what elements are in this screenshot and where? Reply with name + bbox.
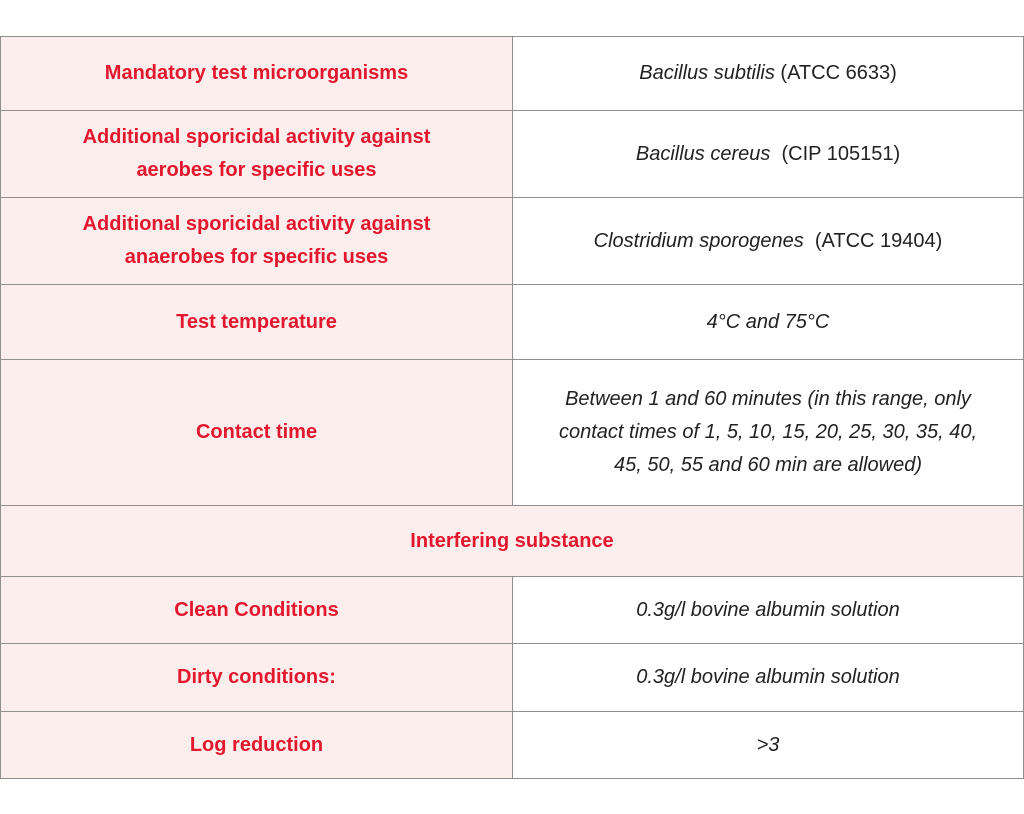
strain-code: (ATCC 6633) (774, 62, 897, 84)
temperature-value: 4°C and 75°C (706, 310, 830, 333)
table-row (1, 360, 1024, 506)
table-row (1, 285, 1024, 360)
organism-name: Bacillus cereus (635, 142, 771, 165)
table-row (1, 506, 1024, 577)
organism-name: Bacillus subtilis (639, 62, 775, 84)
row-label-clean-conditions: Clean Conditions (1, 577, 513, 644)
row-value-anaerobes (513, 198, 1024, 285)
label-line: Additional sporicidal activity against (82, 126, 431, 148)
contact-time-line: Between 1 and 60 minutes (in this range, only (565, 388, 971, 410)
label-line: Additional sporicidal activity against (82, 213, 431, 235)
row-label-test-temperature: Test temperature (1, 285, 513, 360)
contact-time-line: contact times of 1, 5, 10, 15, 20, 25, 30, 35, 40, (558, 421, 978, 443)
row-value-mandatory-microorganisms (513, 37, 1024, 111)
row-label-dirty-conditions: Dirty conditions: (1, 644, 513, 712)
row-value-clean-conditions (513, 577, 1024, 644)
specification-table (0, 36, 1024, 779)
strain-code: (ATCC 19404) (803, 229, 943, 252)
table-row (1, 198, 1024, 285)
table-row (1, 712, 1024, 779)
row-label-log-reduction: Log reduction (1, 712, 513, 779)
row-value-test-temperature (513, 285, 1024, 360)
row-label-anaerobes (1, 198, 513, 285)
label-line: anaerobes for specific uses (124, 246, 389, 268)
section-header-interfering-substance: Interfering substance (1, 506, 1024, 577)
contact-time-line: 45, 50, 55 and 60 min are allowed) (614, 454, 922, 476)
row-value-contact-time (513, 360, 1024, 506)
row-value-dirty-conditions (513, 644, 1024, 712)
table-row (1, 577, 1024, 644)
label-line: aerobes for specific uses (136, 159, 377, 181)
row-label-contact-time: Contact time (1, 360, 513, 506)
table-row (1, 111, 1024, 198)
albumin-value: 0.3g/l bovine albumin solution (636, 666, 900, 688)
log-reduction-value: >3 (756, 733, 780, 756)
strain-code: (CIP 105151) (770, 142, 901, 165)
table-row (1, 37, 1024, 111)
organism-name: Clostridium sporogenes (593, 229, 804, 252)
row-label-aerobes (1, 111, 513, 198)
albumin-value: 0.3g/l bovine albumin solution (636, 598, 900, 621)
row-value-log-reduction (513, 712, 1024, 779)
row-label-mandatory-microorganisms: Mandatory test microorganisms (1, 37, 513, 111)
row-value-aerobes (513, 111, 1024, 198)
table-row (1, 644, 1024, 712)
